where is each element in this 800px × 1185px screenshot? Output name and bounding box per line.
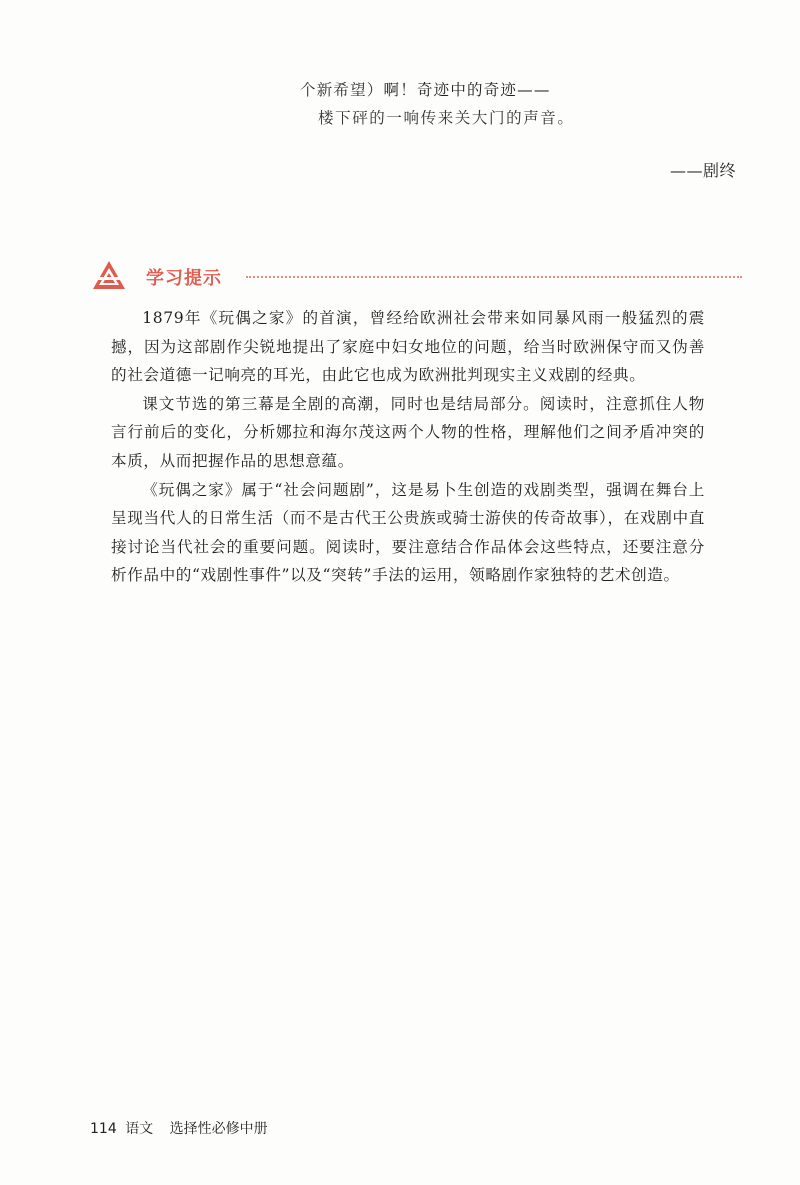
section-divider: [246, 276, 742, 278]
study-tips-icon: [92, 260, 126, 290]
stage-direction: 个新希望）: [300, 81, 384, 99]
page-footer: [90, 1118, 268, 1138]
play-end-mark: ——剧终: [670, 161, 737, 180]
excerpt-line-1: [300, 78, 551, 100]
book-title: 选择性必修中册: [169, 1121, 268, 1137]
excerpt-line-2: 楼下砰的一响传来关大门的声音。: [318, 109, 575, 127]
study-tips-title: 学习提示: [146, 268, 222, 289]
subject-name: 语文: [125, 1121, 154, 1137]
study-tips-body: [111, 304, 705, 590]
speech-text: 啊！奇迹中的奇迹——: [383, 81, 551, 99]
tip-paragraph-2: 课文节选的第三幕是全剧的高潮，同时也是结局部分。阅读时，注意抓住人物言行前后的变化，分析娜拉和海尔茂这两个人物的性格，理解他们之间矛盾冲突的本质，从而把握作品的思想意蕴。: [111, 394, 705, 470]
page-number: 114: [90, 1121, 117, 1137]
tip-paragraph-3: 《玩偶之家》属于“社会问题剧”，这是易卜生创造的戏剧类型，强调在舞台上呈现当代人的日常生活（而不是古代王公贵族或骑士游侠的传奇故事），在戏剧中直接讨论当代社会的重要问题。阅读时，要注意结合作品体会这些特点，还要注意分析作品中的“戏剧性事件”以及“突转”手法的运用，领略剧作家独特的艺术创造。: [111, 480, 705, 585]
tip-paragraph-1: 1879年《玩偶之家》的首演，曾经给欧洲社会带来如同暴风雨一般猛烈的震撼，因为这部剧作尖锐地提出了家庭中妇女地位的问题，给当时欧洲保守而又伪善的社会道德一记响亮的耳光，由此它也成为欧洲批判现实主义戏剧的经典。: [111, 309, 705, 385]
